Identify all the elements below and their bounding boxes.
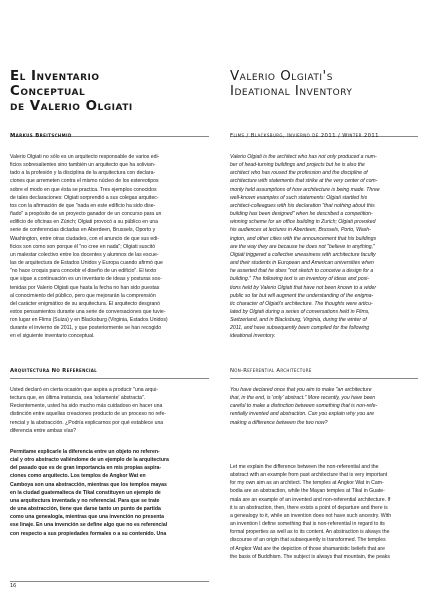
text-line: winning scheme for an office building in Zurich; Olgiati provoked	[230, 219, 376, 226]
text-line: and their students in European and American universities when	[230, 260, 374, 267]
text-line: architecture with statements that strike at the very center of com-	[230, 178, 378, 185]
text-line: tic character of Olgiati's architecture. The thoughts were articu-	[230, 300, 373, 307]
text-line: del carácter enigmático de su arquitectura. El arquitecto desgranó	[10, 300, 161, 307]
place-date-byline-row	[230, 124, 418, 137]
text-line: durante el invierno de 2011, y que posteriormente se han recogido	[10, 325, 162, 332]
english-title-block	[230, 69, 418, 99]
text-line: well-known examples of such statements: Olgiati startled his	[230, 194, 368, 201]
author-byline: Markus Breitschmid	[10, 133, 72, 139]
text-line: public so far but will augment the understanding of the enigma-	[230, 292, 374, 299]
text-line: Let me explain the difference between the non-referential and the	[230, 464, 379, 470]
text-line: Olgiati triggered a collective uneasiness with architecture faculty	[230, 251, 376, 258]
english-question-text	[230, 386, 418, 427]
text-line: tions held by Valerio Olgiati that have not been known to a wider	[230, 284, 377, 291]
text-line: tado a la profesión y la disciplina de la arquitectura con declara-	[10, 170, 156, 177]
title-line: El Inventario	[10, 69, 100, 84]
text-line: ficios sobresalientes sino también un arquitecto que ha solivian-	[10, 162, 156, 169]
text-line: his audiences at lectures in Aberdeen, Brussels, Porto, Wash-	[230, 227, 371, 234]
text-line: rencial y la abstracción. ¿Podría explicarnos por qué establece una	[10, 419, 164, 426]
text-line: that, in the end, is 'only' abstract." More recently, you have been	[230, 395, 376, 402]
text-line: ciones como arquitecto. Los templos de Angkor Wat en	[10, 473, 146, 480]
text-line: Camboya son una abstracción, mientras que los templos mayas	[10, 481, 167, 488]
page-number: 16	[10, 583, 17, 589]
english-answer-text	[230, 463, 418, 561]
text-line: an invention I define something that is non-referential in regard to its	[230, 521, 385, 528]
text-line: ficios son como son porque él "no cree en nada"; Olgiati suscitó	[10, 243, 156, 250]
text-line: lated by Olgiati during a series of conversations held in Flims,	[230, 308, 370, 315]
text-line: de una abstracción, tiene que darse tanto un punto de partida	[10, 506, 161, 513]
text-line: architect who has roused the profession and the discipline of	[230, 170, 368, 177]
text-line: tectura que, en última instancia, sea 'solamente' abstracta".	[10, 395, 146, 402]
spanish-intro-text	[10, 153, 209, 341]
text-line: ber of head-turning buildings and projects but he is also the	[230, 162, 365, 169]
text-line: careful to make a distinction between something that is non-refe-	[230, 403, 378, 410]
text-line: las de arquitectura de Estados Unidos y Europa cuando afirmó que	[10, 260, 163, 267]
text-line: tos con la afirmación de que "nada en este edificio ha sido dise-	[10, 202, 156, 209]
place-date-byline: Flims / Blacksburg, Invierno de 2011 / Winter 2011	[230, 133, 379, 139]
text-line: Valerio Olgiati no sólo es un arquitecto responsable de varios edi-	[10, 154, 160, 160]
text-line: mala are an example of an invented and non-referential architecture. If	[230, 496, 391, 503]
text-line: ese linaje. En una invención se define algo que no es referencial	[10, 522, 168, 529]
footer-rule	[10, 581, 209, 582]
text-line: serie de conferencias dictadas en Aberdeen, Brussels, Oporto y	[10, 227, 156, 234]
text-line: ideational inventory.	[230, 333, 276, 340]
text-line: ington, and other cities with the announcement that his buildings	[230, 235, 377, 242]
spanish-question-text	[10, 386, 209, 435]
text-line: como una genealogía, mientras que una invención no presenta	[10, 514, 164, 521]
text-line: making a difference between the two now?	[230, 419, 328, 426]
text-line: distinción entre aquellas creaciones producto de un proceso no refe-	[10, 411, 167, 418]
text-line: Usted declaró en cierta ocasión que aspira a producir "una arqui-	[10, 387, 159, 393]
text-line: formal properties as well as to its content. An abstraction is always the	[230, 529, 390, 536]
text-line: discourse of an origin that subsequently is transformed. The temples	[230, 537, 386, 544]
english-section-heading: Non-Referential Architecture	[230, 368, 418, 379]
text-line: ron lugar en Flims (Suiza) y en Blacksburg (Virginia, Estados Unidos)	[10, 317, 168, 324]
text-line: un malestar colectivo entre los docentes y alumnos de las escue-	[10, 251, 159, 258]
text-line: You have declared once that you aim to make "an architecture	[230, 387, 372, 393]
text-line: he asserted that he does "not sketch to conceive a design for a	[230, 268, 374, 275]
text-line: del pasado que es de gran importancia en mis propias aspira-	[10, 465, 162, 472]
author-byline-row	[10, 124, 209, 137]
english-title	[230, 69, 418, 99]
text-line: abstract with an example from past architecture that is very important	[230, 472, 388, 479]
text-line: tenidas por Valerio Olgiati que hasta la fecha no han sido puestas	[10, 284, 160, 291]
title-line: de Valerio Olgiati	[10, 99, 133, 114]
text-line: al conocimiento del público, pero que mejorarán la comprensión	[10, 292, 156, 299]
spanish-section-heading: Arquitectura No Referencial	[10, 368, 209, 379]
text-line: bodia are an abstraction, while the Mayan temples at Tikal in Guate-	[230, 488, 385, 495]
spanish-answer-text	[10, 448, 209, 538]
text-line: ciones que arremeten contra el mismo núcleo de los estereotipos	[10, 178, 159, 185]
text-line: Switzerland, and in Blacksburg, Virginia, during the winter of	[230, 317, 367, 324]
text-line: que sigue a continuación es un inventario de ideas y posturas sos-	[10, 276, 162, 283]
text-line: estos pensamientos durante una serie de conversaciones que tuvie-	[10, 308, 166, 315]
text-line: "no hace croquis para concebir el diseño de un edificio". El texto	[10, 268, 157, 275]
text-line: the basis of Buddhism. The subject is always that mountain, the peaks	[230, 553, 390, 560]
text-line: Recientemente, usted ha sido mucho más cuidadoso en hacer una	[10, 403, 163, 410]
text-line: building." The following text is an inventory of ideas and posi-	[230, 276, 369, 283]
title-line: Valerio Olgiati's	[230, 69, 333, 84]
text-line: sobre el modo en que ésta se practica. Tres ejemplos conocidos	[10, 186, 157, 193]
text-line: Permítame explicarle la diferencia entre un objeto no referen-	[10, 449, 160, 455]
title-line: Ideational Inventory	[230, 84, 353, 99]
text-line: en la ciudad guatemalteca de Tikal constituyen un ejemplo de	[10, 489, 161, 496]
text-line: monly held assumptions of how architecture is being made. Three	[230, 186, 380, 193]
text-line: Washington, entre otras ciudades, con el anuncio de que sus edi-	[10, 235, 159, 242]
text-line: edificio de oficinas en Zúrich; Olgiati provocó a su público en una	[10, 219, 159, 226]
title-line: Conceptual	[10, 84, 86, 99]
text-line: of Angkor Wat are the depiction of those shamanistic beliefs that are	[230, 545, 385, 552]
text-line: una arquitectura inventada y no referencial. Para que se trate	[10, 497, 160, 504]
text-line: cial y otro abstracto valiéndome de un ejemplo de la arquitectura	[10, 457, 169, 464]
text-line: it is an abstraction, then, there exists a point of departure and there is	[230, 504, 388, 511]
spanish-title	[10, 69, 209, 114]
text-line: con respecto a sus propiedades formales o a su contenido. Una	[10, 530, 167, 537]
text-line: architect-colleagues with his declaration "that nothing about this	[230, 202, 375, 209]
text-line: Valerio Olgiati is the architect who has not only produced a num-	[230, 154, 377, 160]
text-line: for my own aim as an architect. The temples at Angkor Wat in Cam-	[230, 480, 384, 487]
english-intro-text	[230, 153, 418, 341]
text-line: are the way they are because he does not "believe in anything,"	[230, 243, 375, 250]
text-line: de tales declaraciones: Olgiati sorprendió a sus colegas arquitec-	[10, 194, 159, 201]
text-line: en el siguiente inventario conceptual.	[10, 333, 95, 340]
text-line: building has been designed" when he described a competition-	[230, 211, 373, 218]
text-line: ñado" a propósito de un proyecto ganador de un concurso para un	[10, 211, 162, 218]
spanish-title-block	[10, 69, 209, 114]
text-line: rentially invented and abstraction. Can you explain why you are	[230, 411, 375, 418]
text-line: diferencia entre ambas vías?	[10, 427, 77, 434]
text-line: a genealogy to it, while an invention does not have such ancestry. With	[230, 512, 392, 519]
text-line: 2011, and have subsequently been compiled for the following	[230, 325, 370, 332]
